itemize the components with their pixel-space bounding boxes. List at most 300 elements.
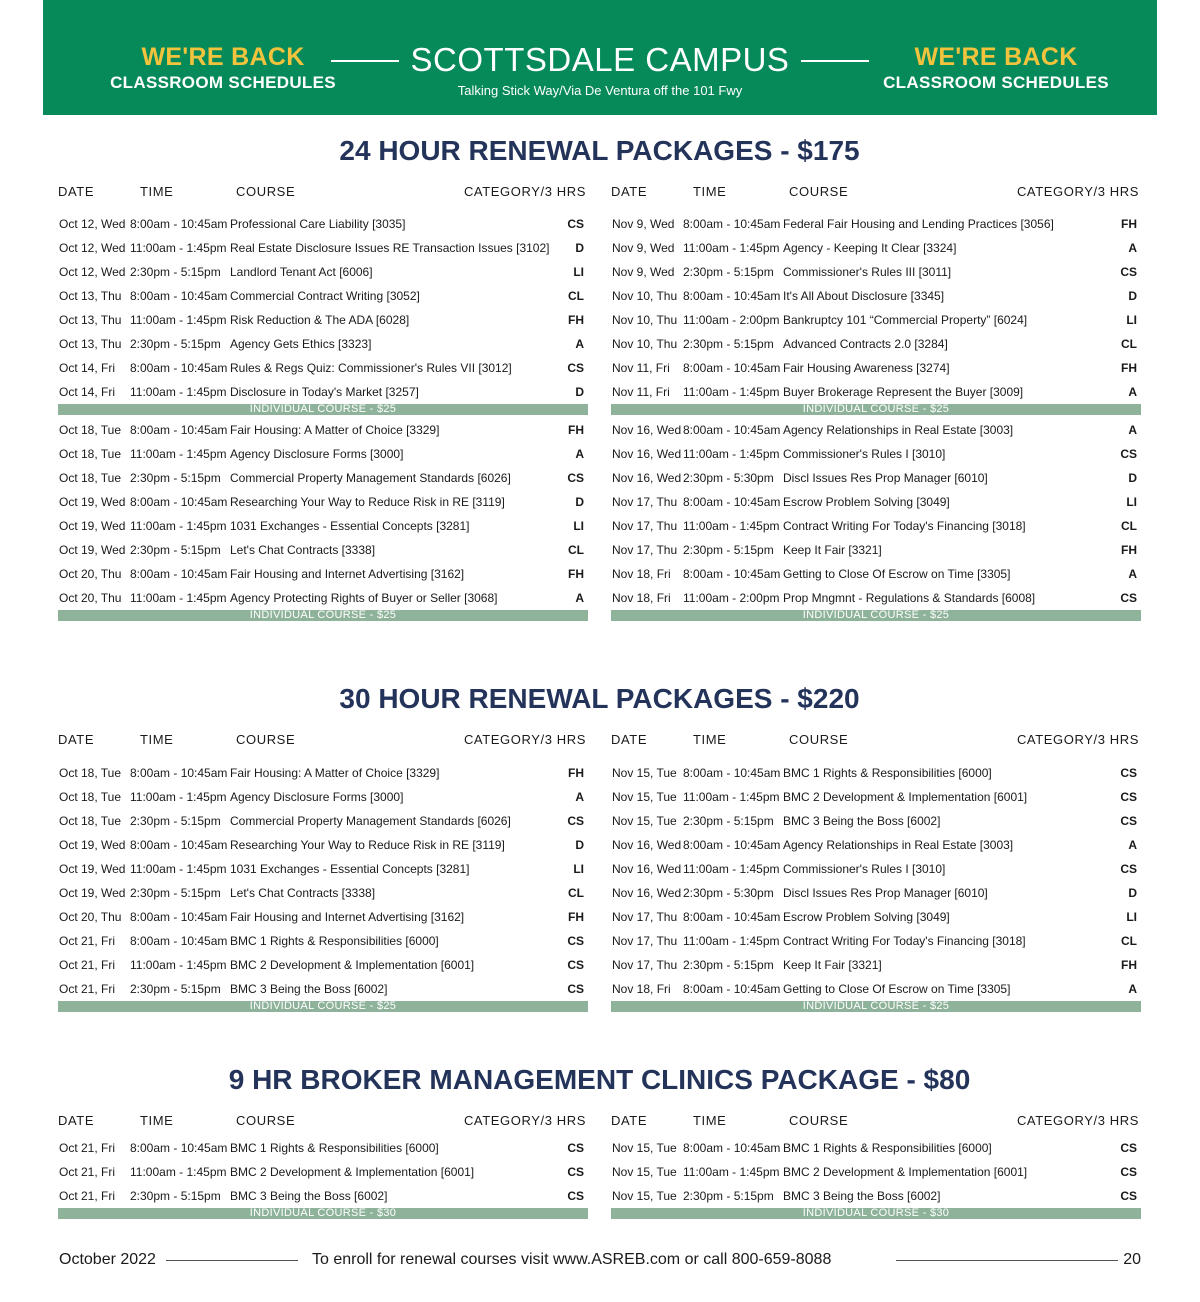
table-row (58, 857, 588, 881)
banner-right-title: WE'RE BACK (914, 43, 1078, 71)
course-title: BMC 1 Rights & Responsibilities [6000] (230, 1141, 439, 1155)
course-time: 8:00am - 10:45am (130, 1141, 228, 1155)
course-title: Rules & Regs Quiz: Commissioner's Rules VII [3012] (230, 361, 512, 375)
table-row (611, 356, 1141, 380)
course-time: 8:00am - 10:45am (130, 934, 228, 948)
column-header (58, 184, 588, 204)
course-time: 2:30pm - 5:15pm (130, 265, 221, 279)
table-row (58, 785, 588, 809)
course-title: Agency Protecting Rights of Buyer or Seller [3068] (230, 591, 498, 605)
column-header (58, 1113, 588, 1133)
course-category: CS (567, 982, 584, 996)
header-date: DATE (611, 1113, 648, 1128)
course-title: Agency - Keeping It Clear [3324] (783, 241, 957, 255)
table-row (58, 881, 588, 905)
course-date: Nov 17, Thu (612, 934, 678, 948)
course-category: CL (1121, 934, 1137, 948)
table-row (58, 490, 588, 514)
course-title: 1031 Exchanges - Essential Concepts [3281] (230, 519, 470, 533)
course-date: Nov 11, Fri (612, 385, 670, 399)
banner-right (846, 42, 1146, 94)
course-time: 8:00am - 10:45am (130, 289, 228, 303)
course-date: Nov 10, Thu (612, 313, 678, 327)
header-category: CATEGORY/3 HRS (463, 1113, 586, 1128)
course-date: Oct 19, Wed (59, 495, 126, 509)
table-row (611, 953, 1141, 977)
course-title: Let's Chat Contracts [3338] (230, 543, 376, 557)
course-time: 2:30pm - 5:15pm (130, 814, 221, 828)
table-row (611, 562, 1141, 586)
course-title: Fair Housing: A Matter of Choice [3329] (230, 423, 440, 437)
course-category: FH (568, 423, 584, 437)
course-time: 2:30pm - 5:15pm (683, 265, 774, 279)
course-title: Agency Gets Ethics [3323] (230, 337, 372, 351)
schedule-section (58, 134, 1141, 621)
banner-divider-left (331, 60, 399, 62)
course-category: CS (1120, 814, 1137, 828)
course-title: Contract Writing For Today's Financing [3018] (783, 934, 1026, 948)
course-title: Fair Housing: A Matter of Choice [3329] (230, 766, 440, 780)
course-category: D (1128, 886, 1137, 900)
course-title: Let's Chat Contracts [3338] (230, 886, 376, 900)
course-time: 11:00am - 1:45pm (130, 958, 227, 972)
campus-subtitle: Talking Stick Way/Via De Ventura off the 101 Fwy (457, 83, 743, 98)
table-row (611, 857, 1141, 881)
course-time: 2:30pm - 5:15pm (130, 543, 221, 557)
header-time: TIME (140, 184, 174, 199)
table-row (611, 929, 1141, 953)
page-number: 20 (1123, 1251, 1141, 1268)
course-category: FH (568, 567, 584, 581)
table-row (58, 418, 588, 442)
course-date: Nov 16, Wed (612, 423, 682, 437)
course-title: BMC 3 Being the Boss [6002] (783, 1189, 941, 1203)
header-category: CATEGORY/3 HRS (1016, 1113, 1139, 1128)
course-time: 11:00am - 1:45pm (683, 519, 780, 533)
course-title: Commercial Property Management Standards [6026] (230, 471, 511, 485)
course-date: Nov 16, Wed (612, 447, 682, 461)
course-time: 8:00am - 10:45am (683, 838, 781, 852)
course-date: Oct 13, Thu (59, 313, 122, 327)
course-date: Nov 18, Fri (612, 982, 671, 996)
table-row (58, 308, 588, 332)
course-block (58, 418, 588, 621)
course-date: Oct 21, Fri (59, 982, 116, 996)
course-date: Nov 18, Fri (612, 591, 671, 605)
course-time: 8:00am - 10:45am (130, 838, 228, 852)
banner-right-subtitle: CLASSROOM SCHEDULES (883, 73, 1109, 92)
course-time: 8:00am - 10:45am (683, 910, 781, 924)
course-time: 2:30pm - 5:15pm (683, 543, 774, 557)
table-row (611, 418, 1141, 442)
course-title: Fair Housing Awareness [3274] (783, 361, 950, 375)
schedule-column (611, 1113, 1141, 1219)
course-title: Real Estate Disclosure Issues RE Transaction Issues [3102] (230, 241, 550, 255)
course-title: Federal Fair Housing and Lending Practices [3056] (783, 217, 1054, 231)
course-title: Getting to Close Of Escrow on Time [3305] (783, 567, 1011, 581)
course-block (58, 761, 588, 1012)
table-row (58, 905, 588, 929)
course-date: Oct 14, Fri (59, 385, 116, 399)
course-title: Landlord Tenant Act [6006] (230, 265, 373, 279)
course-title: Agency Relationships in Real Estate [3003] (783, 423, 1014, 437)
course-date: Oct 21, Fri (59, 1141, 116, 1155)
course-time: 11:00am - 1:45pm (683, 790, 780, 804)
table-row (611, 586, 1141, 610)
course-time: 11:00am - 2:00pm (683, 591, 780, 605)
table-row (58, 1160, 588, 1184)
table-row (611, 212, 1141, 236)
table-row (611, 490, 1141, 514)
course-title: Bankruptcy 101 “Commercial Property” [6024] (783, 313, 1028, 327)
header-category: CATEGORY/3 HRS (1016, 732, 1139, 747)
course-date: Oct 13, Thu (59, 289, 122, 303)
course-time: 8:00am - 10:45am (683, 217, 781, 231)
course-time: 2:30pm - 5:15pm (130, 337, 221, 351)
header-date: DATE (58, 1113, 95, 1128)
course-title: Agency Disclosure Forms [3000] (230, 447, 404, 461)
course-time: 8:00am - 10:45am (130, 495, 228, 509)
course-date: Oct 12, Wed (59, 265, 126, 279)
course-time: 8:00am - 10:45am (130, 423, 228, 437)
header-date: DATE (58, 732, 95, 747)
course-date: Oct 18, Tue (59, 471, 122, 485)
header-time: TIME (693, 184, 727, 199)
course-date: Nov 18, Fri (612, 567, 671, 581)
table-row (58, 332, 588, 356)
header-course: COURSE (789, 184, 849, 199)
header-time: TIME (693, 732, 727, 747)
course-date: Oct 19, Wed (59, 519, 126, 533)
course-time: 11:00am - 1:45pm (130, 385, 227, 399)
course-time: 8:00am - 10:45am (683, 982, 781, 996)
individual-course-price-bar: INDIVIDUAL COURSE - $25 (611, 1001, 1141, 1012)
course-title: Keep It Fair [3321] (783, 543, 882, 557)
course-category: FH (568, 313, 584, 327)
course-title: Keep It Fair [3321] (783, 958, 882, 972)
course-title: It's All About Disclosure [3345] (783, 289, 945, 303)
course-title: Commissioner's Rules I [3010] (783, 862, 946, 876)
course-time: 11:00am - 1:45pm (130, 241, 227, 255)
course-title: BMC 2 Development & Implementation [6001] (230, 958, 475, 972)
table-row (611, 1160, 1141, 1184)
course-date: Oct 14, Fri (59, 361, 116, 375)
course-block (611, 212, 1141, 415)
course-title: Escrow Problem Solving [3049] (783, 910, 950, 924)
table-row (611, 809, 1141, 833)
course-date: Oct 13, Thu (59, 337, 122, 351)
banner-left-subtitle: CLASSROOM SCHEDULES (110, 73, 336, 92)
course-title: Fair Housing and Internet Advertising [3162] (230, 910, 465, 924)
course-category: CS (567, 814, 584, 828)
table-row (58, 514, 588, 538)
course-date: Nov 15, Tue (612, 766, 677, 780)
course-category: CL (1121, 519, 1137, 533)
banner-left (73, 42, 373, 94)
course-category: CS (1120, 591, 1137, 605)
course-title: Risk Reduction & The ADA [6028] (230, 313, 410, 327)
table-row (611, 538, 1141, 562)
course-category: CL (568, 886, 584, 900)
course-time: 11:00am - 1:45pm (130, 1165, 227, 1179)
course-category: FH (1121, 361, 1137, 375)
course-title: BMC 2 Development & Implementation [6001] (230, 1165, 475, 1179)
table-row (58, 380, 588, 404)
course-time: 8:00am - 10:45am (130, 217, 228, 231)
course-category: A (575, 337, 584, 351)
course-title: Prop Mngmnt - Regulations & Standards [6008] (783, 591, 1036, 605)
column-header (611, 1113, 1141, 1133)
course-category: LI (1126, 910, 1137, 924)
course-category: A (1128, 423, 1137, 437)
page-footer (58, 1248, 1141, 1272)
course-title: Professional Care Liability [3035] (230, 217, 406, 231)
course-time: 8:00am - 10:45am (683, 361, 781, 375)
table-row (611, 977, 1141, 1001)
course-time: 2:30pm - 5:15pm (683, 337, 774, 351)
table-row (58, 1136, 588, 1160)
course-time: 2:30pm - 5:15pm (130, 982, 221, 996)
individual-course-price-bar: INDIVIDUAL COURSE - $25 (58, 404, 588, 415)
course-title: Researching Your Way to Reduce Risk in RE [3119] (230, 495, 505, 509)
course-category: A (1128, 385, 1137, 399)
header-date: DATE (58, 184, 95, 199)
header-date: DATE (611, 184, 648, 199)
table-row (58, 538, 588, 562)
course-date: Oct 18, Tue (59, 423, 122, 437)
course-date: Oct 20, Thu (59, 567, 122, 581)
banner-center (400, 40, 800, 100)
course-category: CS (567, 217, 584, 231)
section-title: 30 HOUR RENEWAL PACKAGES - $220 (339, 683, 860, 714)
course-block (58, 212, 588, 415)
course-category: CS (1120, 862, 1137, 876)
course-date: Oct 12, Wed (59, 241, 126, 255)
course-time: 2:30pm - 5:15pm (130, 886, 221, 900)
table-row (611, 514, 1141, 538)
individual-course-price-bar: INDIVIDUAL COURSE - $25 (611, 610, 1141, 621)
course-time: 2:30pm - 5:15pm (683, 814, 774, 828)
footer-line-left (166, 1260, 298, 1261)
course-time: 2:30pm - 5:30pm (683, 886, 774, 900)
course-date: Nov 16, Wed (612, 886, 682, 900)
table-row (58, 212, 588, 236)
table-row (611, 284, 1141, 308)
course-date: Nov 9, Wed (612, 241, 675, 255)
course-block (611, 1136, 1141, 1219)
course-category: CS (1120, 1141, 1137, 1155)
table-row (58, 929, 588, 953)
table-row (611, 442, 1141, 466)
course-date: Nov 17, Thu (612, 958, 678, 972)
footer-enroll-text: To enroll for renewal courses visit www.ASREB.com or call 800-659-8088 (312, 1251, 832, 1268)
course-date: Oct 19, Wed (59, 543, 126, 557)
course-date: Nov 15, Tue (612, 814, 677, 828)
banner-left-title: WE'RE BACK (141, 43, 305, 71)
schedule-column (58, 184, 588, 621)
course-date: Oct 20, Thu (59, 591, 122, 605)
table-row (58, 1184, 588, 1208)
table-row (611, 380, 1141, 404)
individual-course-price-bar: INDIVIDUAL COURSE - $30 (58, 1208, 588, 1219)
table-row (611, 332, 1141, 356)
course-category: CS (1120, 1189, 1137, 1203)
course-category: A (575, 790, 584, 804)
table-row (58, 356, 588, 380)
table-row (58, 953, 588, 977)
table-row (58, 284, 588, 308)
table-row (611, 905, 1141, 929)
course-category: A (1128, 982, 1137, 996)
header-banner (43, 0, 1157, 115)
course-category: D (575, 838, 584, 852)
course-time: 11:00am - 1:45pm (130, 447, 227, 461)
course-time: 8:00am - 10:45am (130, 567, 228, 581)
table-row (58, 260, 588, 284)
schedule-section (58, 682, 1141, 1012)
column-header (611, 184, 1141, 204)
course-block (611, 761, 1141, 1012)
table-row (611, 881, 1141, 905)
table-row (611, 1136, 1141, 1160)
course-date: Nov 16, Wed (612, 862, 682, 876)
course-category: CS (567, 1165, 584, 1179)
course-date: Oct 19, Wed (59, 862, 126, 876)
course-category: FH (1121, 217, 1137, 231)
course-category: A (1128, 241, 1137, 255)
course-time: 11:00am - 1:45pm (683, 385, 780, 399)
course-category: LI (573, 265, 584, 279)
course-time: 8:00am - 10:45am (130, 766, 228, 780)
header-date: DATE (611, 732, 648, 747)
course-date: Oct 21, Fri (59, 958, 116, 972)
course-time: 8:00am - 10:45am (683, 289, 781, 303)
course-time: 11:00am - 1:45pm (130, 862, 227, 876)
course-category: CS (567, 471, 584, 485)
individual-course-price-bar: INDIVIDUAL COURSE - $25 (58, 1001, 588, 1012)
course-title: BMC 1 Rights & Responsibilities [6000] (783, 1141, 992, 1155)
table-row (58, 833, 588, 857)
course-date: Nov 10, Thu (612, 289, 678, 303)
course-category: CS (1120, 790, 1137, 804)
course-time: 11:00am - 1:45pm (130, 790, 227, 804)
course-category: LI (573, 862, 584, 876)
table-row (611, 466, 1141, 490)
course-category: LI (1126, 495, 1137, 509)
course-date: Oct 18, Tue (59, 766, 122, 780)
header-course: COURSE (236, 732, 296, 747)
course-time: 11:00am - 1:45pm (683, 1165, 780, 1179)
table-row (611, 1184, 1141, 1208)
table-row (611, 833, 1141, 857)
course-category: CS (1120, 265, 1137, 279)
course-category: CL (568, 289, 584, 303)
course-category: A (575, 447, 584, 461)
course-title: BMC 1 Rights & Responsibilities [6000] (783, 766, 992, 780)
course-category: D (575, 241, 584, 255)
course-category: CS (1120, 1165, 1137, 1179)
course-category: D (1128, 289, 1137, 303)
course-date: Nov 15, Tue (612, 790, 677, 804)
course-category: CS (567, 361, 584, 375)
header-time: TIME (140, 1113, 174, 1128)
schedule-column (58, 732, 588, 1012)
course-date: Oct 18, Tue (59, 814, 122, 828)
table-row (611, 308, 1141, 332)
course-date: Oct 12, Wed (59, 217, 126, 231)
course-category: CS (567, 1141, 584, 1155)
course-time: 8:00am - 10:45am (683, 766, 781, 780)
header-time: TIME (693, 1113, 727, 1128)
course-category: LI (573, 519, 584, 533)
table-row (58, 562, 588, 586)
course-category: CS (567, 934, 584, 948)
course-date: Nov 17, Thu (612, 495, 678, 509)
course-title: Researching Your Way to Reduce Risk in RE [3119] (230, 838, 505, 852)
course-category: CS (1120, 766, 1137, 780)
course-title: BMC 3 Being the Boss [6002] (230, 982, 388, 996)
course-category: CS (567, 958, 584, 972)
course-date: Nov 15, Tue (612, 1189, 677, 1203)
course-title: Getting to Close Of Escrow on Time [3305] (783, 982, 1011, 996)
table-row (611, 761, 1141, 785)
course-title: Agency Disclosure Forms [3000] (230, 790, 404, 804)
course-block (58, 1136, 588, 1219)
course-date: Oct 19, Wed (59, 886, 126, 900)
course-date: Nov 16, Wed (612, 838, 682, 852)
header-category: CATEGORY/3 HRS (1016, 184, 1139, 199)
course-time: 11:00am - 1:45pm (683, 934, 780, 948)
course-category: A (1128, 567, 1137, 581)
course-block (611, 418, 1141, 621)
course-time: 8:00am - 10:45am (130, 361, 228, 375)
course-time: 8:00am - 10:45am (683, 495, 781, 509)
course-title: BMC 2 Development & Implementation [6001] (783, 1165, 1028, 1179)
course-title: Commercial Contract Writing [3052] (230, 289, 420, 303)
course-title: 1031 Exchanges - Essential Concepts [3281] (230, 862, 470, 876)
course-date: Oct 21, Fri (59, 1165, 116, 1179)
course-title: Escrow Problem Solving [3049] (783, 495, 950, 509)
course-category: D (575, 495, 584, 509)
course-category: LI (1126, 313, 1137, 327)
course-category: CL (1121, 337, 1137, 351)
table-row (58, 586, 588, 610)
course-time: 11:00am - 1:45pm (683, 241, 780, 255)
table-row (611, 785, 1141, 809)
course-category: D (575, 385, 584, 399)
course-title: Commissioner's Rules I [3010] (783, 447, 946, 461)
column-header (58, 732, 588, 752)
course-time: 11:00am - 1:45pm (683, 862, 780, 876)
header-course: COURSE (236, 1113, 296, 1128)
course-date: Nov 9, Wed (612, 217, 675, 231)
column-header (611, 732, 1141, 752)
course-time: 2:30pm - 5:15pm (683, 958, 774, 972)
course-category: CS (567, 1189, 584, 1203)
section-title: 9 HR BROKER MANAGEMENT CLINICS PACKAGE - $80 (228, 1064, 971, 1095)
course-category: FH (1121, 958, 1137, 972)
course-date: Nov 15, Tue (612, 1165, 677, 1179)
course-title: Discl Issues Res Prop Manager [6010] (783, 471, 988, 485)
course-title: Commissioner's Rules III [3011] (783, 265, 952, 279)
course-title: Commercial Property Management Standards [6026] (230, 814, 511, 828)
course-date: Nov 17, Thu (612, 910, 678, 924)
table-row (58, 809, 588, 833)
course-time: 8:00am - 10:45am (683, 423, 781, 437)
schedule-column (58, 1113, 588, 1219)
course-time: 2:30pm - 5:15pm (130, 1189, 221, 1203)
header-course: COURSE (236, 184, 296, 199)
